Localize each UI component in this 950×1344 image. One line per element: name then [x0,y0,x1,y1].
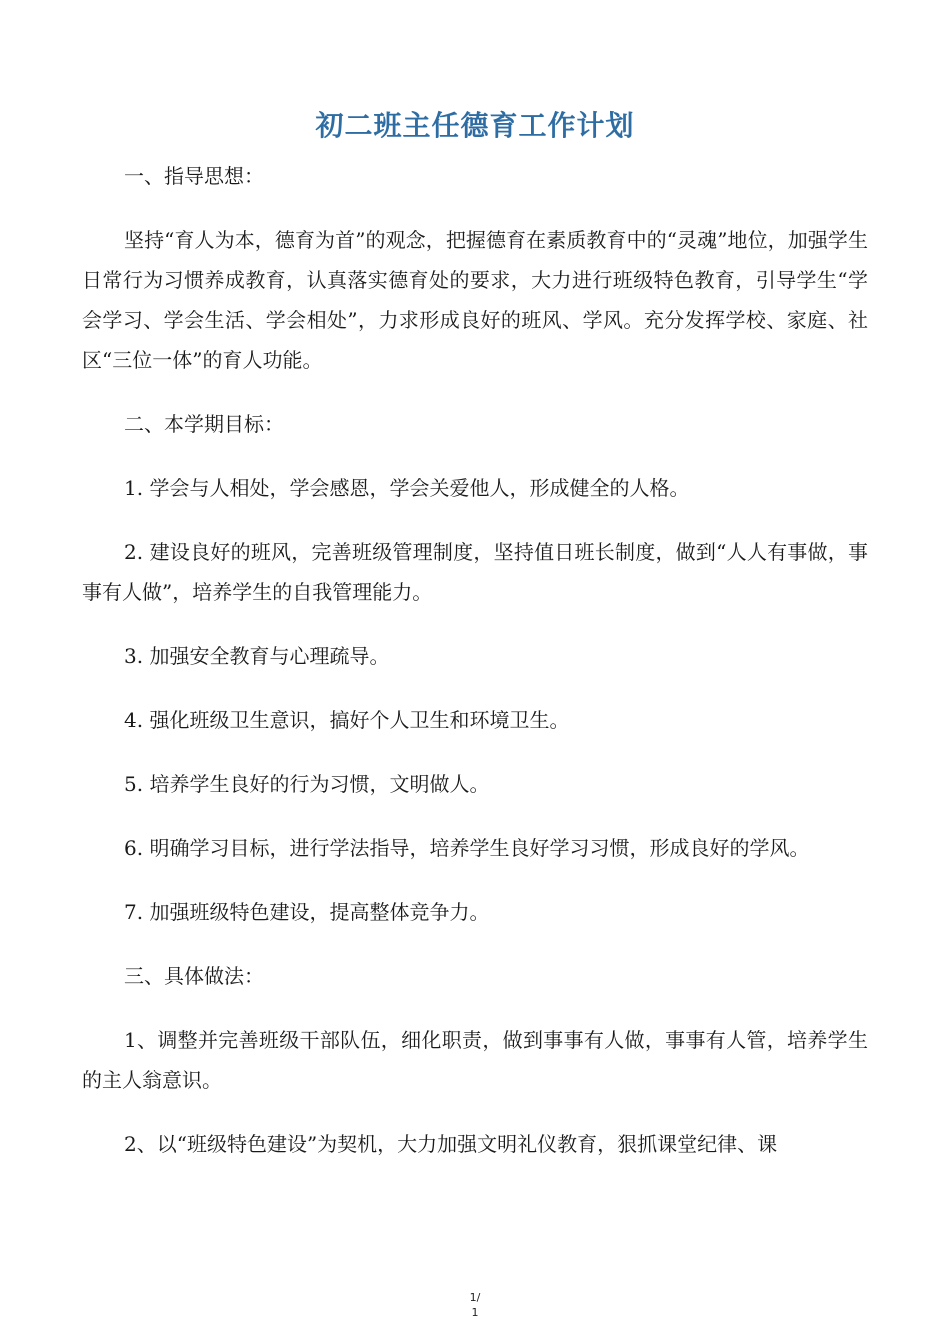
method-item: 2、以“班级特色建设”为契机，大力加强文明礼仪教育，狠抓课堂纪律、课 [124,1132,778,1156]
goal-item: 1. 学会与人相处，学会感恩，学会关爱他人，形成健全的人格。 [124,476,690,500]
heading-semester-goals: 二、本学期目标： [124,412,284,436]
page-number-line: 1 [471,1306,479,1319]
heading-guiding-thought: 一、指导思想： [124,164,264,188]
method-item: 1、调整并完善班级干部队伍，细化职责，做到事事有人做，事事有人管，培养学生的主人翁意识。 [82,1028,868,1092]
document-body [82,156,868,1188]
heading-specific-methods: 三、具体做法： [124,964,264,988]
goal-item: 2. 建设良好的班风，完善班级管理制度，坚持值日班长制度，做到“人人有事做，事事有人做”，培养学生的自我管理能力。 [82,540,868,604]
goal-item: 6. 明确学习目标，进行学法指导，培养学生良好学习习惯，形成良好的学风。 [124,836,810,860]
goal-item: 5. 培养学生良好的行为习惯，文明做人。 [124,772,490,796]
page-number-line: 1/ [469,1291,481,1304]
page-number [0,1290,950,1320]
goal-item: 4. 强化班级卫生意识，搞好个人卫生和环境卫生。 [124,708,570,732]
paragraph-guiding-thought: 坚持“育人为本，德育为首”的观念，把握德育在素质教育中的“灵魂”地位，加强学生日常行为习惯养成教育，认真落实德育处的要求，大力进行班级特色教育，引导学生“学会学习、学会生活、学会相处”，力求形成良好的班风、学风。充分发挥学校、家庭、社区“三位一体”的育人功能。 [82,228,868,372]
goal-item: 7. 加强班级特色建设，提高整体竞争力。 [124,900,490,924]
document-title: 初二班主任德育工作计划 [315,109,635,142]
goal-item: 3. 加强安全教育与心理疏导。 [124,644,390,668]
